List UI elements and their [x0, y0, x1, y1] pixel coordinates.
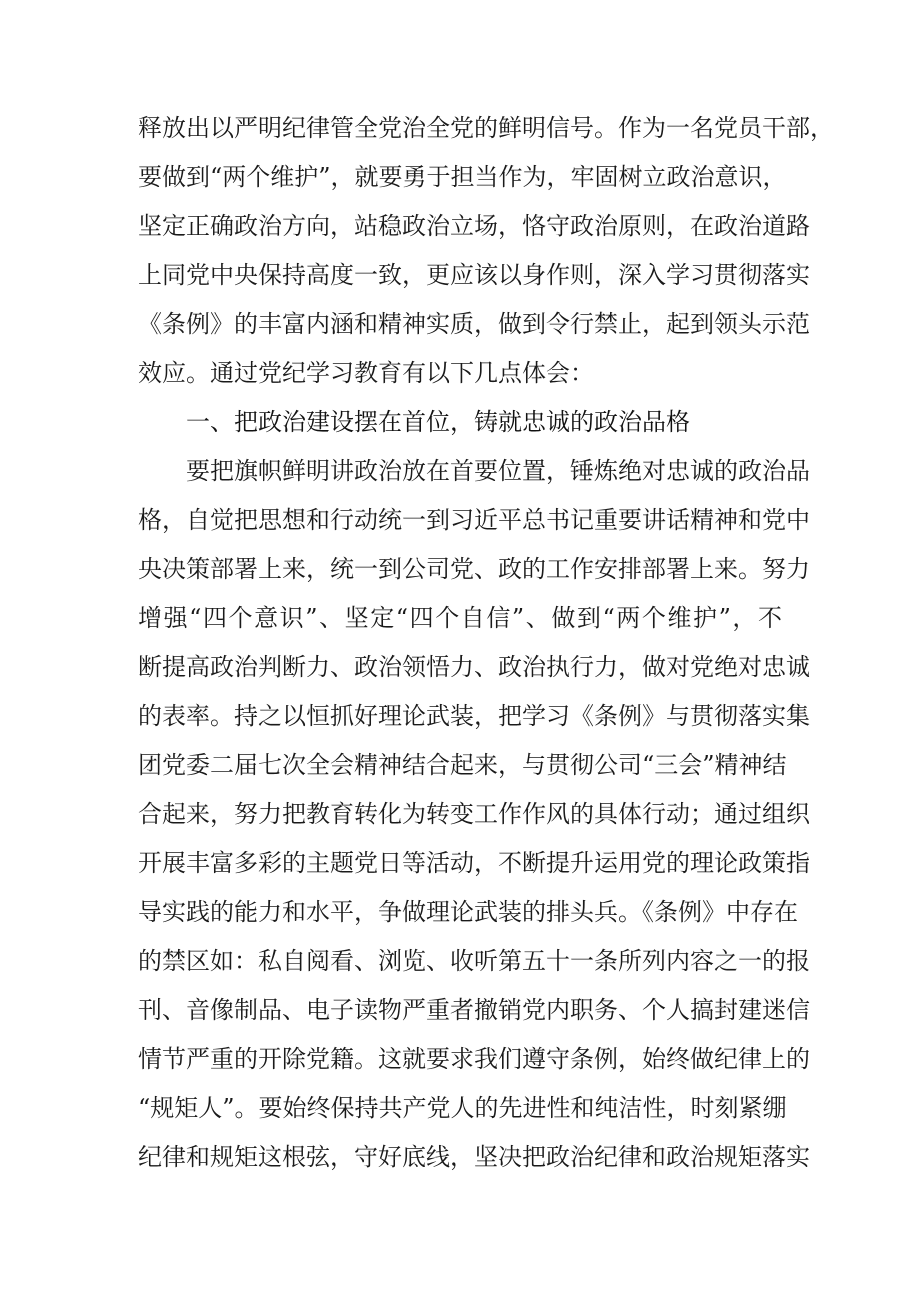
intro-line: 坚定正确政治方向，站稳政治立场，恪守政治原则，在政治道路 [138, 212, 810, 240]
body-line: 断提高政治判断力、政治领悟力、政治执行力，做对党绝对忠诚 [138, 653, 810, 681]
intro-line-last: 效应。通过党纪学习教育有以下几点体会： [138, 359, 594, 387]
intro-line: 要做到“两个维护”，就要勇于担当作为，牢固树立政治意识， [138, 163, 787, 191]
body-line-first: 要把旗帜鲜明讲政治放在首要位置，锤炼绝对忠诚的政治品 [186, 457, 810, 485]
body-line: 的表率。持之以恒抓好理论武装，把学习《条例》与贯彻落实集 [138, 702, 810, 730]
body-line: 导实践的能力和水平，争做理论武装的排头兵。《条例》中存在 [138, 898, 798, 926]
body-line: 的禁区如：私自阅看、浏览、收听第五十一条所列内容之一的报 [138, 947, 810, 975]
body-line: “规矩人”。要始终保持共产党人的先进性和纯洁性，时刻紧绷 [138, 1094, 787, 1122]
intro-line: 《条例》的丰富内涵和精神实质，做到令行禁止，起到领头示范 [138, 310, 810, 338]
body-line: 格，自觉把思想和行动统一到习近平总书记重要讲话精神和党中 [138, 506, 810, 534]
intro-line: 释放出以严明纪律管全党治全党的鲜明信号。作为一名党员干部， [138, 114, 834, 142]
intro-line: 上同党中央保持高度一致，更应该以身作则，深入学习贯彻落实 [138, 261, 810, 289]
body-line: 情节严重的开除党籍。这就要求我们遵守条例，始终做纪律上的 [138, 1045, 810, 1073]
body-line: 增强“四个意识”、坚定“四个自信”、做到“两个维护”，不 [138, 604, 782, 632]
body-line: 合起来，努力把教育转化为转变工作作风的具体行动；通过组织 [138, 800, 810, 828]
section-heading: 一、把政治建设摆在首位，铸就忠诚的政治品格 [186, 408, 690, 436]
body-line: 央决策部署上来，统一到公司党、政的工作安排部署上来。努力 [138, 555, 810, 583]
body-line: 团党委二届七次全会精神结合起来，与贯彻公司“三会”精神结 [138, 751, 787, 779]
body-line: 开展丰富多彩的主题党日等活动，不断提升运用党的理论政策指 [138, 849, 810, 877]
body-line: 纪律和规矩这根弦，守好底线，坚决把政治纪律和政治规矩落实 [138, 1143, 810, 1171]
body-line: 刊、音像制品、电子读物严重者撤销党内职务、个人搞封建迷信 [138, 996, 810, 1024]
